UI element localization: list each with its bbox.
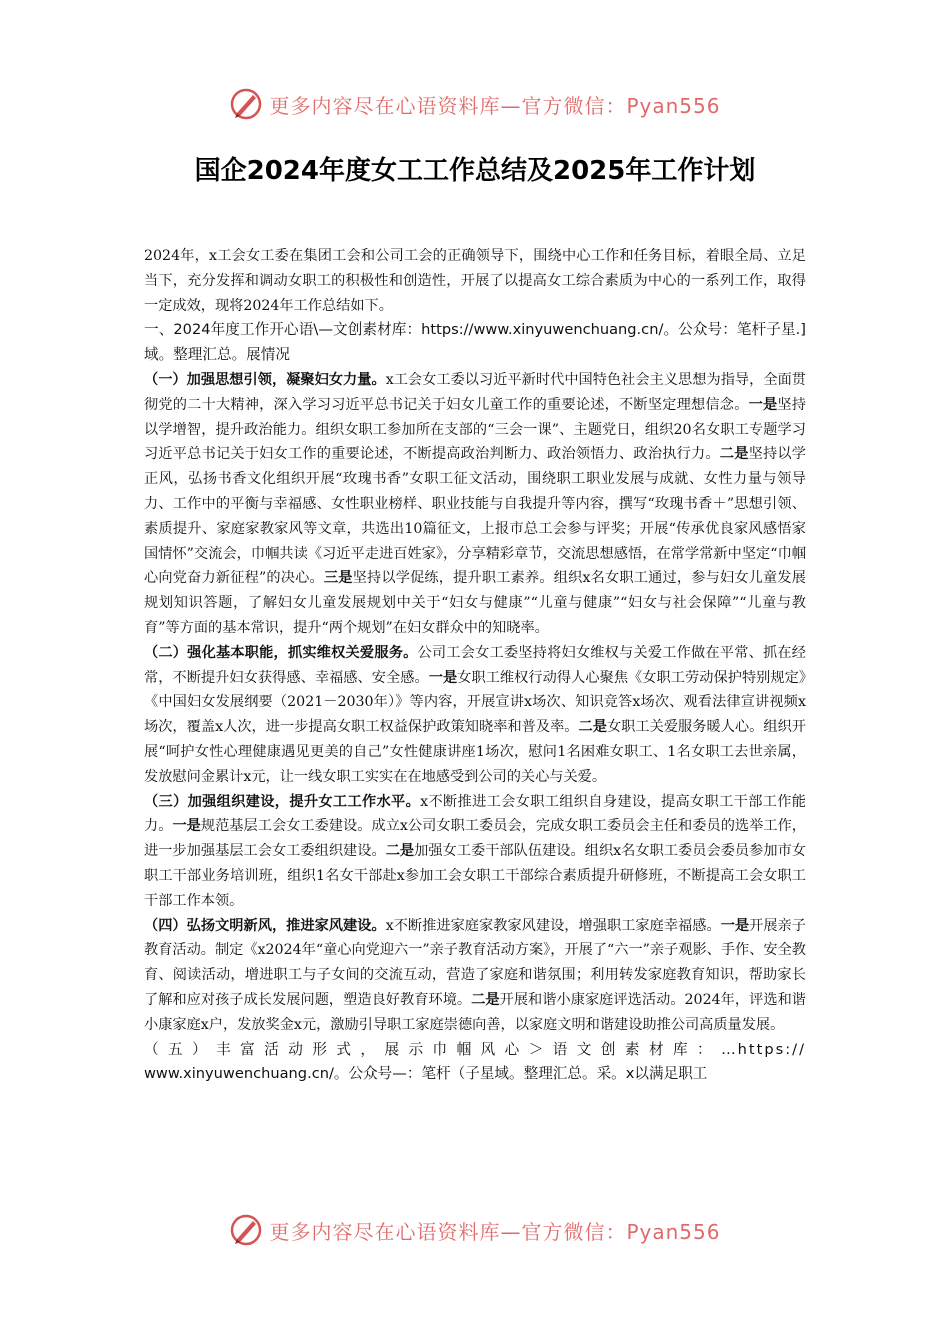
text-run: 女职工维权行动得人心聚焦《女职工劳动保护特别规定》《中国妇女发展纲要（2021－2030年）》等内容，开展宣讲x场次、知识竞答x场次、观看法律宣讲视频x场次，覆盖x人次，进一步提高女职工权益保护政策知晓率和普及率。 xyxy=(144,669,806,736)
text-run: x不断推进工会女职工组织自身建设，提高女职工干部工作能力。 xyxy=(144,793,806,835)
pen-brush-logo-icon xyxy=(229,87,263,121)
subsection-3 xyxy=(144,790,806,914)
keyword: 一是 xyxy=(720,917,750,934)
text-run: 规范基层工会女工委建设。成立x公司女职工委员会，完成女职工委员会主任和委员的选举工作，进一步加强基层工会女工委组织建设。 xyxy=(144,818,806,860)
subsection-4 xyxy=(144,914,806,1038)
subsection-1 xyxy=(144,368,806,641)
subsection-2-heading: （二）强化基本职能，抓实维权关爱服务。 xyxy=(144,644,418,661)
header-banner xyxy=(0,82,950,126)
subsection-3-heading: （三）加强组织建设，提升女工工作水平。 xyxy=(144,793,421,810)
keyword: 二是 xyxy=(471,991,500,1008)
section-heading: 一、2024年度工作开心语\—文创素材库：https://www.xinyuwenchuang.cn/。公众号：笔杆子星.]域。整理汇总。展情况 xyxy=(144,321,806,364)
text-run: 坚持以学促练，提升职工素养。组织x名女职工通过，参与妇女儿童发展规划知识答题，了解妇女儿童发展规划中关于“妇女与健康”“儿童与健康”“妇女与社会保障”“儿童与教育”等方面的基本常识，提升“两个规划”在妇女群众中的知晓率。 xyxy=(144,570,806,636)
text-run: 开展和谐小康家庭评选活动。2024年，评选和谐小康家庭x户，发放奖金x元，激励引导职工家庭崇德向善，以家庭文明和谐建设助推公司高质量发展。 xyxy=(144,991,806,1033)
keyword: 一是 xyxy=(172,818,201,835)
intro-paragraph: 2024年，x工会女工委在集团工会和公司工会的正确领导下，围绕中心工作和任务目标，着眼全局、立足当下，充分发挥和调动女职工的积极性和创造性，开展了以提高女工综合素质为中心的一系列工作，取得一定成效，现将2024年工作总结如下。 xyxy=(144,248,806,314)
subsection-1-heading: （一）加强思想引领，凝聚妇女力量。 xyxy=(144,371,386,388)
subsection-5-line-2: www.xinyuwenchuang.cn/。公众号—：笔杆（子星域。整理汇总。采。x以满足职工 xyxy=(144,1065,708,1083)
subsection-4-heading: （四）弘扬文明新风，推进家风建设。 xyxy=(144,917,386,934)
page-title: 国企2024年度女工工作总结及2025年工作计划 xyxy=(194,156,756,186)
keyword: 二是 xyxy=(719,446,749,463)
keyword: 一是 xyxy=(428,669,458,686)
text-run: 坚持以学正风，弘扬书香文化组织开展“玫瑰书香”女职工征文活动，围绕职工职业发展与成就、女性力量与领导力、工作中的平衡与幸福感、女性职业榜样、职业技能与自我提升等内容，撰写“玫瑰书香＋”思想引领、素质提升、家庭家教家风等文章，共选出10篇征文，上报市总工会参与评奖；开展“传承优良家风感悟家国情怀”交流会，巾帼共读《习近平走进百姓家》，分享精彩章节，交流思想感悟，在常学常新中坚定“巾帼心向党奋力新征程”的决心。 xyxy=(144,446,806,587)
text-run: 女职工关爱服务暖人心。组织开展“呵护女性心理健康遇见更美的自己”女性健康讲座1场次，慰问1名困难女职工、1名女职工去世亲属，发放慰问金累计x元，让一线女职工实实在在地感受到公司的关心与关爱。 xyxy=(144,719,806,785)
text-run: 加强女工委干部队伍建设。组织x名女职工委员会委员参加市女职工干部业务培训班，组织1名女干部赴x参加工会女职工干部综合素质提升研修班，不断提高工会女职工干部工作本领。 xyxy=(144,843,806,909)
banner-text: 更多内容尽在心语资料库—官方微信：Pyan556 xyxy=(269,93,721,118)
subsection-5-line-1: （五）丰富活动形式，展示巾帼风心＞语文创素材库：…https:// xyxy=(144,1040,806,1058)
text-run: 公司工会女工委坚持将妇女维权与关爱工作做在平常、抓在经常，不断提升妇女获得感、幸福感、安全感。 xyxy=(144,644,806,686)
subsection-2 xyxy=(144,641,806,790)
document-body xyxy=(144,244,806,1087)
pen-brush-logo-icon xyxy=(229,1213,263,1247)
keyword: 二是 xyxy=(385,843,415,860)
text-run: x不断推进家庭家教家风建设，增强职工家庭幸福感。 xyxy=(385,917,721,934)
text-run: 坚持以学增智，提升政治能力。组织女职工参加所在支部的“三会一课”、主题党日，组织20名女职工专题学习习近平总书记关于妇女工作的重要论述，不断提高政治判断力、政治领悟力、政治执行力。 xyxy=(144,396,806,463)
keyword: 一是 xyxy=(748,396,778,413)
footer-banner xyxy=(0,1208,950,1252)
text-run: 开展亲子教育活动。制定《x2024年“童心向党迎六一”亲子教育活动方案》，开展了“六一”亲子观影、手作、安全教育、阅读活动，增进职工与子女间的交流互动，营造了家庭和谐氛围；利用转发家庭教育知识，帮助家长了解和应对孩子成长发展问题，塑造良好教育环境。 xyxy=(144,917,806,1008)
keyword: 二是 xyxy=(578,719,607,736)
banner-text: 更多内容尽在心语资料库—官方微信：Pyan556 xyxy=(269,1219,721,1244)
keyword: 三是 xyxy=(323,570,353,587)
text-run: x工会女工委以习近平新时代中国特色社会主义思想为指导，全面贯彻党的二十大精神，深入学习习近平总书记关于妇女儿童工作的重要论述，不断坚定理想信念。 xyxy=(144,371,806,413)
